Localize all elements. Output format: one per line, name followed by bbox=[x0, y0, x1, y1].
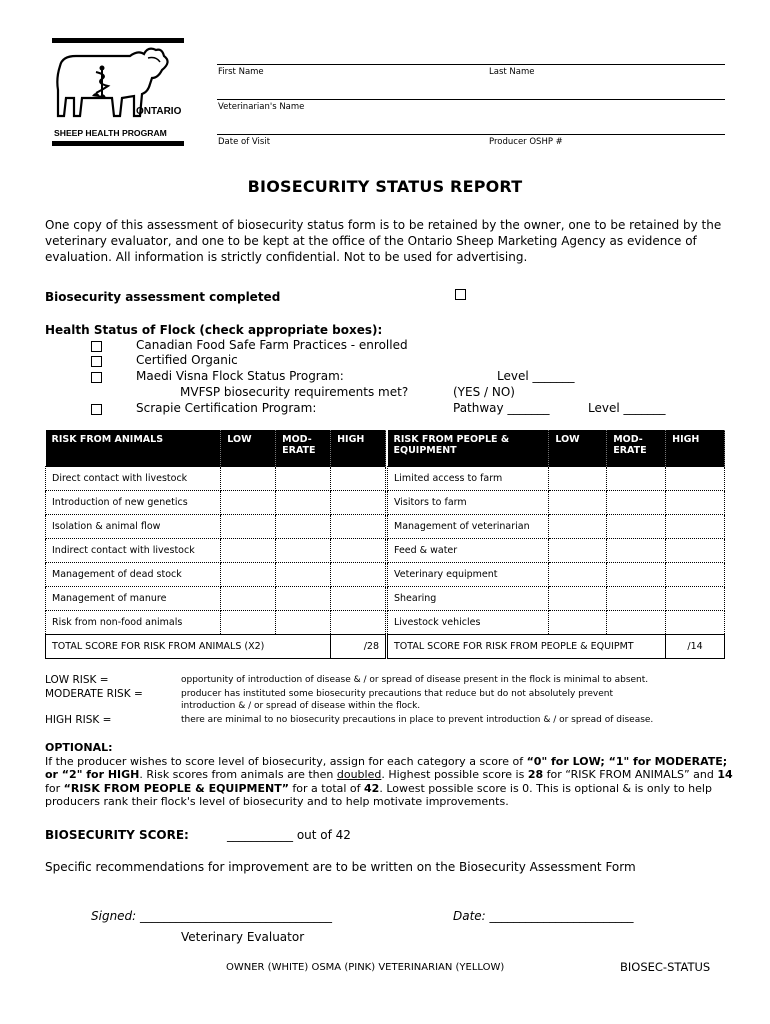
high-cell[interactable] bbox=[331, 539, 386, 563]
vet-name-line[interactable] bbox=[217, 99, 725, 100]
moderate-cell[interactable] bbox=[607, 563, 666, 587]
moderate-cell[interactable] bbox=[276, 539, 331, 563]
moderate-cell[interactable] bbox=[276, 611, 331, 635]
high-cell[interactable] bbox=[666, 563, 725, 587]
low-cell[interactable] bbox=[221, 491, 276, 515]
oshp-logo bbox=[52, 38, 186, 146]
table-row: Visitors to farm bbox=[388, 491, 725, 515]
high-cell[interactable] bbox=[331, 563, 386, 587]
visit-line[interactable] bbox=[217, 134, 725, 135]
risk-people-table bbox=[387, 430, 725, 659]
table-row: Management of manure bbox=[46, 587, 386, 611]
high-cell[interactable] bbox=[666, 491, 725, 515]
col-header: MOD- ERATE bbox=[607, 430, 666, 467]
score-field[interactable]: ___________ out of 42 bbox=[227, 828, 351, 842]
low-cell[interactable] bbox=[221, 611, 276, 635]
form-code: BIOSEC-STATUS bbox=[620, 960, 711, 974]
table-row: Shearing bbox=[388, 587, 725, 611]
health-item: Canadian Food Safe Farm Practices - enrolled bbox=[136, 338, 408, 352]
col-header: LOW bbox=[221, 430, 276, 467]
low-cell[interactable] bbox=[549, 587, 607, 611]
assessment-label: Biosecurity assessment completed bbox=[45, 290, 281, 304]
col-header: LOW bbox=[549, 430, 607, 467]
maedi-visna-checkbox[interactable] bbox=[91, 372, 102, 383]
high-cell[interactable] bbox=[331, 467, 386, 491]
total-label: TOTAL SCORE FOR RISK FROM ANIMALS (X2) bbox=[46, 635, 331, 659]
producer-oshp-label: Producer OSHP # bbox=[489, 137, 563, 147]
intro-paragraph: One copy of this assessment of biosecurity status form is to be retained by the owner, one to be retained by the veterinary evaluator, and one to be kept at the office of the Ontario Sheep Marketing Agency as evidence of evaluation. All information is strictly confidential. Not to be used for advertising. bbox=[45, 218, 722, 264]
food-safe-checkbox[interactable] bbox=[91, 341, 102, 352]
vet-name-label: Veterinarian's Name bbox=[218, 102, 305, 112]
name-line[interactable] bbox=[217, 64, 725, 65]
table-row: Feed & water bbox=[388, 539, 725, 563]
high-cell[interactable] bbox=[666, 467, 725, 491]
high-cell[interactable] bbox=[666, 587, 725, 611]
total-row bbox=[46, 635, 386, 659]
moderate-cell[interactable] bbox=[607, 587, 666, 611]
table-row: Risk from non-food animals bbox=[46, 611, 386, 635]
date-visit-label: Date of Visit bbox=[218, 137, 271, 147]
high-cell[interactable] bbox=[666, 515, 725, 539]
page-title: BIOSECURITY STATUS REPORT bbox=[247, 177, 523, 196]
high-cell[interactable] bbox=[666, 611, 725, 635]
moderate-cell[interactable] bbox=[607, 611, 666, 635]
assessment-checkbox[interactable] bbox=[455, 289, 466, 300]
copy-distribution: OWNER (WHITE) OSMA (PINK) VETERINARIAN (YELLOW) bbox=[226, 962, 505, 973]
score-label: BIOSECURITY SCORE: bbox=[45, 828, 189, 842]
moderate-cell[interactable] bbox=[607, 491, 666, 515]
moderate-risk-text-2: introduction & / or spread of disease within the flock. bbox=[181, 701, 421, 711]
organic-checkbox[interactable] bbox=[91, 356, 102, 367]
table-row: Management of veterinarian bbox=[388, 515, 725, 539]
mv-level-field[interactable]: Level _______ bbox=[497, 369, 575, 383]
svg-text:SHEEP HEALTH PROGRAM: SHEEP HEALTH PROGRAM bbox=[54, 128, 167, 138]
health-item: Certified Organic bbox=[136, 353, 238, 367]
col-header: HIGH bbox=[331, 430, 386, 467]
high-risk-text: there are minimal to no biosecurity precautions in place to prevent introduction & / or spread of disease. bbox=[181, 715, 654, 725]
table-row: Limited access to farm bbox=[388, 467, 725, 491]
low-cell[interactable] bbox=[221, 587, 276, 611]
health-item: Scrapie Certification Program: bbox=[136, 401, 317, 415]
moderate-risk-label: MODERATE RISK = bbox=[45, 688, 143, 700]
low-cell[interactable] bbox=[549, 515, 607, 539]
risk-animals-table bbox=[45, 430, 386, 659]
date-field[interactable]: Date: ________________________ bbox=[453, 909, 634, 923]
optional-text: If the producer wishes to score level of biosecurity, assign for each category a score of “0" for LOW; “1" for MODERATE; or “2" for HIGH. Risk scores from animals are then doubled. Highest possible score is 28 for “RISK FROM ANIMALS” and 14 for “RISK FROM PEOPLE & EQUIPMENT” for a total of 42. Lowest possible score is 0. This is optional & is only to help producers rank their flock's level of biosecurity and to help motivate improvements. bbox=[45, 754, 733, 808]
low-cell[interactable] bbox=[221, 563, 276, 587]
scrapie-pathway-field[interactable]: Pathway _______ bbox=[453, 401, 550, 415]
moderate-cell[interactable] bbox=[276, 467, 331, 491]
last-name-label: Last Name bbox=[489, 67, 535, 77]
moderate-cell[interactable] bbox=[276, 563, 331, 587]
moderate-cell[interactable] bbox=[607, 515, 666, 539]
low-cell[interactable] bbox=[549, 491, 607, 515]
low-risk-label: LOW RISK = bbox=[45, 674, 109, 686]
moderate-risk-text: producer has instituted some biosecurity precautions that reduce but do not absolutely prevent bbox=[181, 689, 613, 699]
first-name-label: First Name bbox=[218, 67, 264, 77]
high-cell[interactable] bbox=[331, 587, 386, 611]
health-item: Maedi Visna Flock Status Program: bbox=[136, 369, 344, 383]
recommendations-note: Specific recommendations for improvement are to be written on the Biosecurity Assessment Form bbox=[45, 860, 636, 874]
col-header: HIGH bbox=[666, 430, 725, 467]
table-row: Management of dead stock bbox=[46, 563, 386, 587]
signed-sublabel: Veterinary Evaluator bbox=[181, 930, 305, 944]
scrapie-level-field[interactable]: Level _______ bbox=[588, 401, 666, 415]
moderate-cell[interactable] bbox=[607, 539, 666, 563]
col-header: MOD- ERATE bbox=[276, 430, 331, 467]
low-cell[interactable] bbox=[549, 563, 607, 587]
col-header: RISK FROM PEOPLE & EQUIPMENT bbox=[388, 430, 549, 467]
signed-field[interactable]: Signed: ________________________________ bbox=[91, 909, 333, 923]
optional-heading: OPTIONAL: bbox=[45, 741, 113, 754]
mvfsp-question: MVFSP biosecurity requirements met? bbox=[180, 385, 409, 399]
low-cell[interactable] bbox=[221, 515, 276, 539]
table-row: Isolation & animal flow bbox=[46, 515, 386, 539]
col-header: RISK FROM ANIMALS bbox=[46, 430, 221, 467]
moderate-cell[interactable] bbox=[276, 491, 331, 515]
table-row: Indirect contact with livestock bbox=[46, 539, 386, 563]
moderate-cell[interactable] bbox=[276, 515, 331, 539]
high-cell[interactable] bbox=[666, 539, 725, 563]
moderate-cell[interactable] bbox=[276, 587, 331, 611]
high-cell[interactable] bbox=[331, 611, 386, 635]
table-row: Direct contact with livestock bbox=[46, 467, 386, 491]
table-row: Livestock vehicles bbox=[388, 611, 725, 635]
low-cell[interactable] bbox=[549, 539, 607, 563]
low-cell[interactable] bbox=[549, 467, 607, 491]
total-label: TOTAL SCORE FOR RISK FROM PEOPLE & EQUIPMT bbox=[388, 635, 666, 659]
low-cell[interactable] bbox=[221, 539, 276, 563]
low-risk-text: opportunity of introduction of disease & / or spread of disease present in the flock is minimal to absent. bbox=[181, 675, 649, 685]
table-row: Introduction of new genetics bbox=[46, 491, 386, 515]
table-row: Veterinary equipment bbox=[388, 563, 725, 587]
moderate-cell[interactable] bbox=[607, 467, 666, 491]
svg-text:ONTARIO: ONTARIO bbox=[136, 106, 182, 117]
optional-section bbox=[45, 741, 735, 809]
high-cell[interactable] bbox=[331, 515, 386, 539]
total-row bbox=[388, 635, 725, 659]
low-cell[interactable] bbox=[549, 611, 607, 635]
high-cell[interactable] bbox=[331, 491, 386, 515]
total-value[interactable]: /28 bbox=[331, 635, 386, 659]
scrapie-checkbox[interactable] bbox=[91, 404, 102, 415]
sheep-logo-graphic bbox=[52, 38, 186, 146]
high-risk-label: HIGH RISK = bbox=[45, 714, 112, 726]
total-value[interactable]: /14 bbox=[666, 635, 725, 659]
mvfsp-yes-no[interactable]: (YES / NO) bbox=[453, 385, 515, 399]
low-cell[interactable] bbox=[221, 467, 276, 491]
health-heading: Health Status of Flock (check appropriate boxes): bbox=[45, 323, 383, 337]
